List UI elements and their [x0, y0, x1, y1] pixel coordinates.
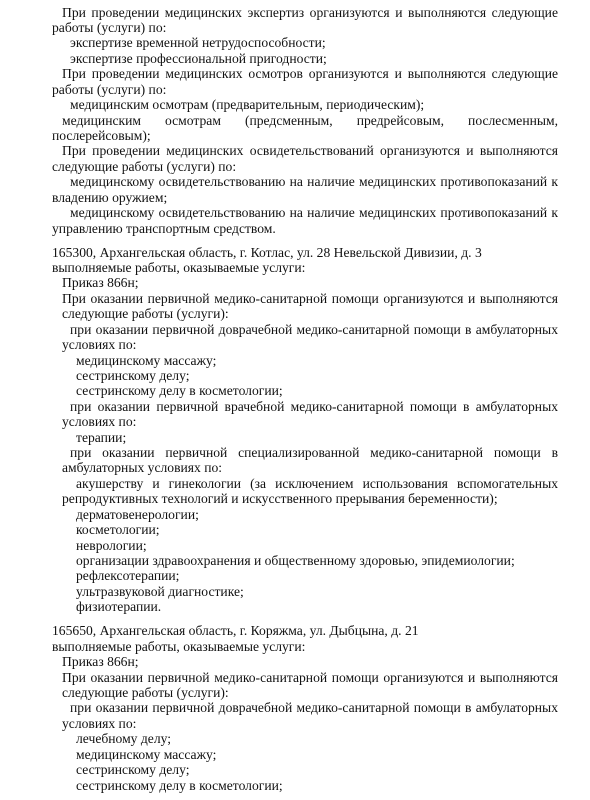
text-line: При проведении медицинских осмотров организуются и выполняются следующие	[62, 66, 558, 81]
text-line: При проведении медицинских экспертиз организуются и выполняются следующие	[62, 5, 558, 20]
text-line: следующие работы (услуги) по:	[52, 159, 237, 174]
text-line: рефлексотерапии;	[76, 568, 180, 583]
text-line: при оказании первичной врачебной медико-санитарной помощи в амбулаторных	[70, 399, 558, 414]
text-line: При оказании первичной медико-санитарной помощи организуются и выполняются	[62, 291, 558, 306]
text-line: управлению транспортным средством.	[52, 221, 276, 236]
text-line: сестринскому делу;	[76, 368, 190, 383]
text-line: условиях по:	[62, 337, 137, 352]
text-line: медицинскому массажу;	[76, 353, 217, 368]
text-line: Приказ 866н;	[62, 654, 139, 669]
text-line: неврологии;	[76, 538, 147, 553]
text-line: работы (услуги) по:	[52, 20, 167, 35]
text-line: репродуктивных технологий и искусственного прерывания беременности);	[62, 491, 498, 506]
text-line: экспертизе профессиональной пригодности;	[70, 51, 327, 66]
text-line: 165650, Архангельская область, г. Коряжма, ул. Дыбцына, д. 21	[52, 623, 419, 638]
text-line: организации здравоохранения и общественному здоровью, эпидемиологии;	[76, 553, 515, 568]
text-line: При проведении медицинских освидетельствований организуются и выполняются	[62, 143, 558, 158]
text-line: 165300, Архангельская область, г. Котлас, ул. 28 Невельской Дивизии, д. 3	[52, 245, 482, 260]
text-line: послерейсовым);	[52, 128, 151, 143]
text-line: сестринскому делу в косметологии;	[76, 383, 283, 398]
text-line: медицинскому освидетельствованию на наличие медицинских противопоказаний к	[70, 174, 558, 189]
text-line: медицинским осмотрам (предсменным, предрейсовым, послесменным,	[62, 113, 558, 128]
text-line: при оказании первичной доврачебной медико-санитарной помощи в амбулаторных	[70, 322, 558, 337]
text-line: амбулаторных условиях по:	[62, 460, 223, 475]
text-line: следующие работы (услуги):	[62, 306, 229, 321]
text-line: медицинскому массажу;	[76, 747, 217, 762]
text-line: сестринскому делу в косметологии;	[76, 778, 283, 793]
text-line: Приказ 866н;	[62, 275, 139, 290]
text-line: условиях по:	[62, 716, 137, 731]
text-line: работы (услуги) по:	[52, 82, 167, 97]
text-line: следующие работы (услуги):	[62, 685, 229, 700]
text-line: физиотерапии.	[76, 599, 162, 614]
text-line: дерматовенерологии;	[76, 507, 199, 522]
text-line: экспертизе временной нетрудоспособности;	[70, 35, 326, 50]
text-line: ультразвуковой диагностике;	[76, 584, 244, 599]
text-line: акушерству и гинекологии (за исключением использования вспомогательных	[76, 476, 558, 491]
text-line: при оказании первичной доврачебной медико-санитарной помощи в амбулаторных	[70, 700, 558, 715]
text-line: выполняемые работы, оказываемые услуги:	[52, 639, 306, 654]
text-line: сестринскому делу;	[76, 762, 190, 777]
text-line: медицинскому освидетельствованию на наличие медицинских противопоказаний к	[70, 205, 558, 220]
text-line: При оказании первичной медико-санитарной помощи организуются и выполняются	[62, 670, 558, 685]
text-line: медицинским осмотрам (предварительным, периодическим);	[70, 97, 425, 112]
text-line: при оказании первичной специализированной медико-санитарной помощи в	[70, 445, 558, 460]
text-line: косметологии;	[76, 522, 160, 537]
text-line: владению оружием;	[52, 190, 168, 205]
text-line: выполняемые работы, оказываемые услуги:	[52, 260, 306, 275]
text-line: лечебному делу;	[76, 731, 172, 746]
text-line: условиях по:	[62, 414, 137, 429]
text-line: терапии;	[76, 430, 127, 445]
